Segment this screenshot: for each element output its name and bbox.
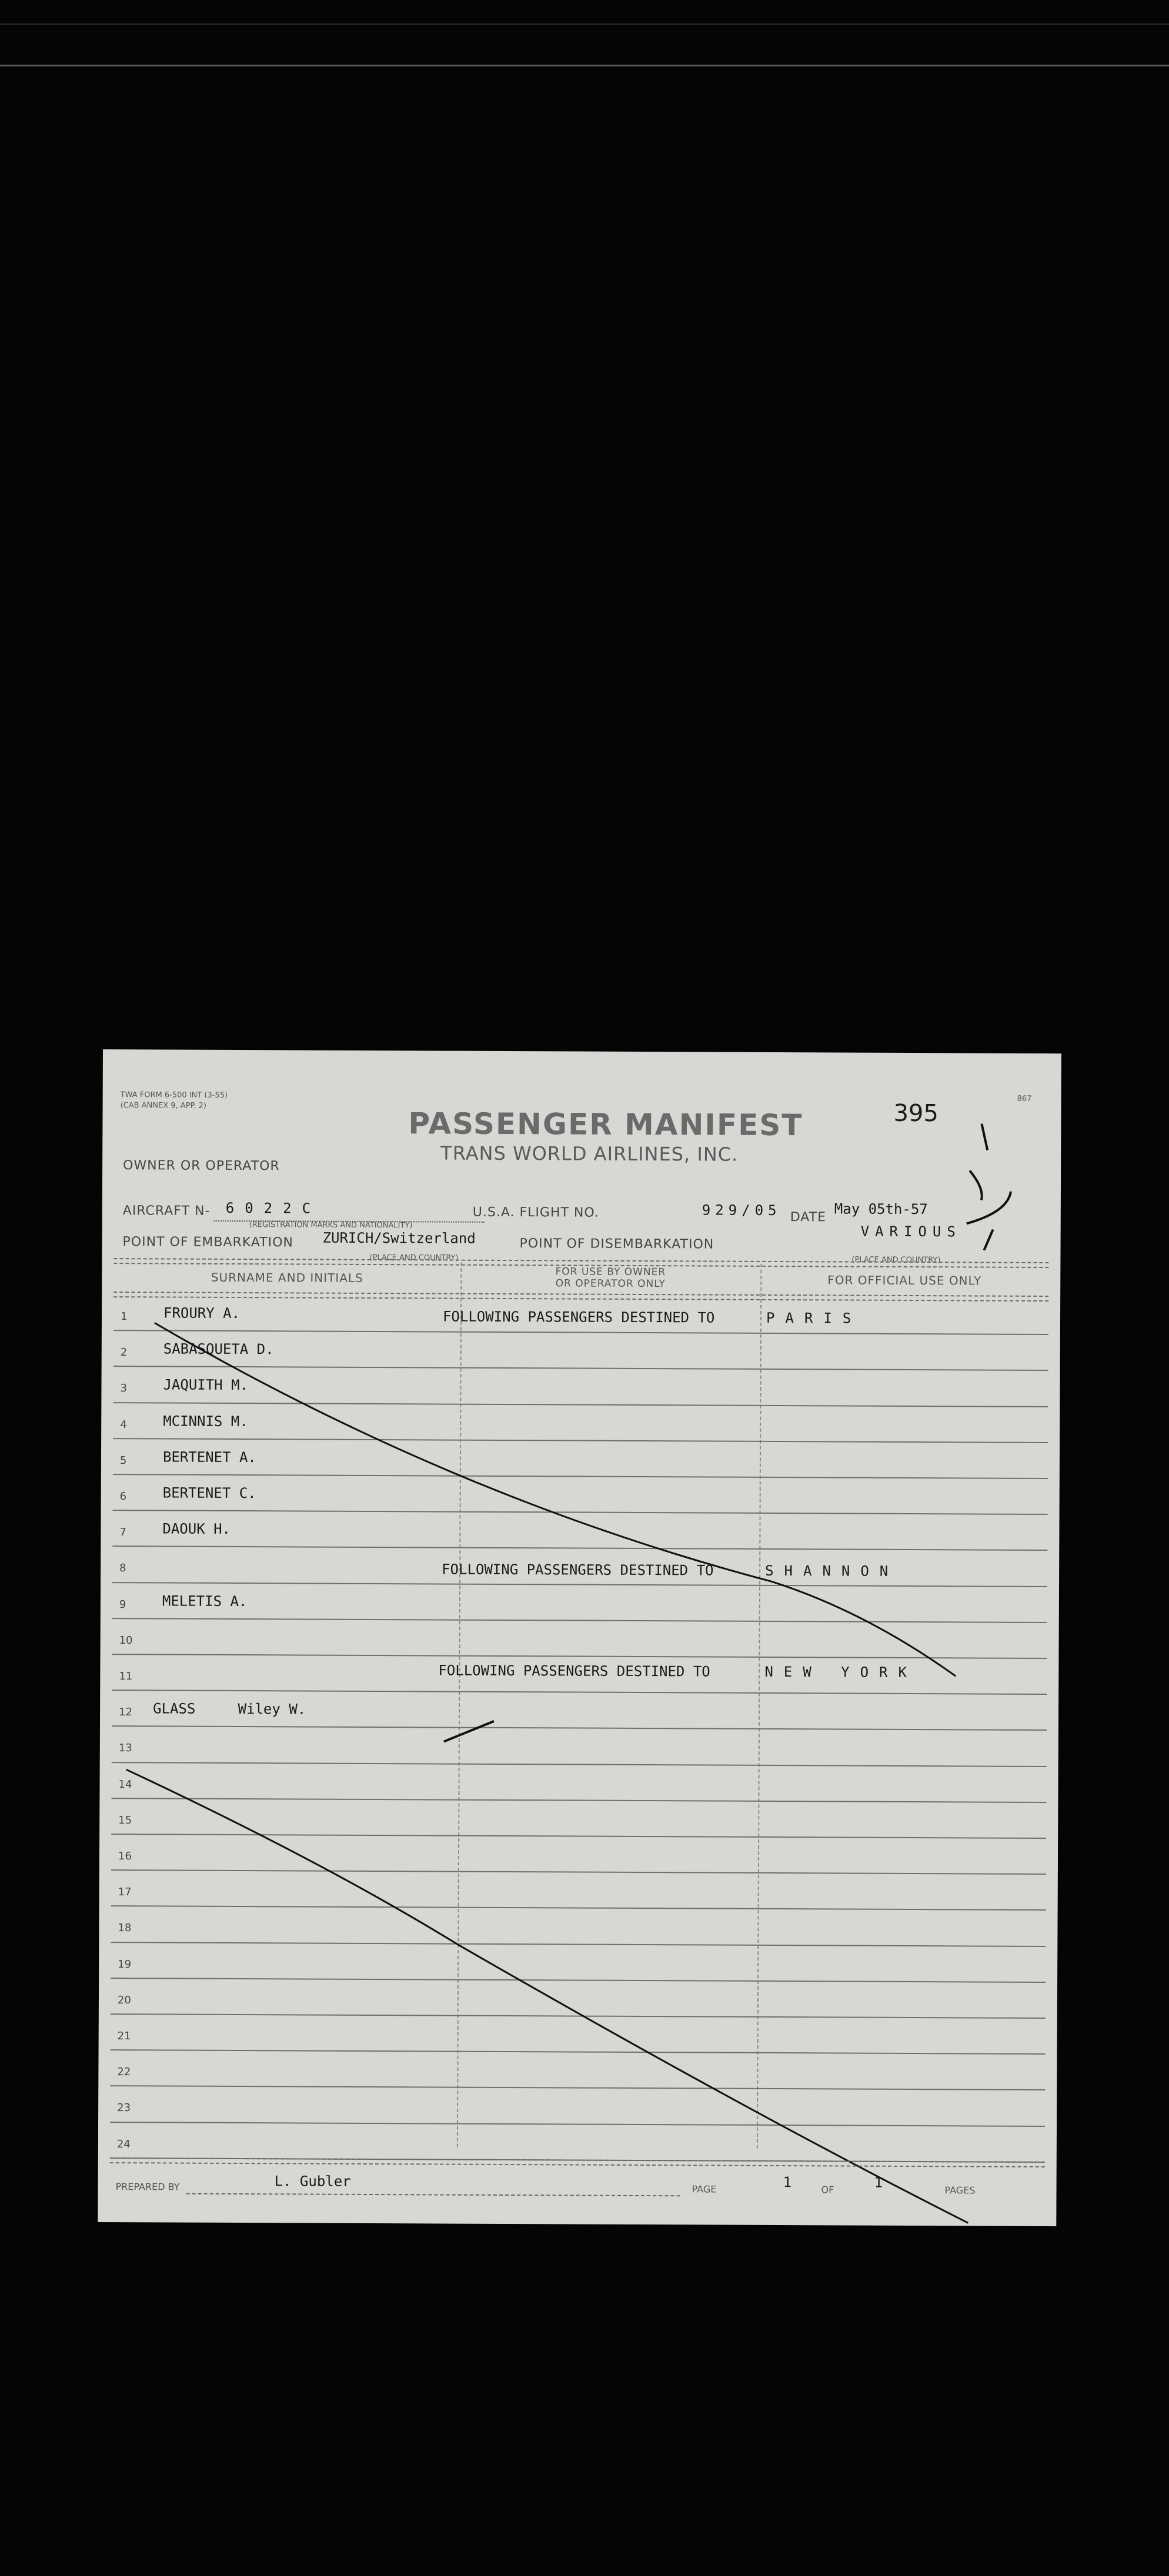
- note-newyork-lead: FOLLOWING PASSENGERS DESTINED TO: [438, 1662, 710, 1680]
- date-label: DATE: [790, 1210, 827, 1225]
- row-number: 16: [118, 1850, 132, 1863]
- row-number: 20: [117, 1993, 131, 2007]
- row-number: 12: [119, 1706, 133, 1719]
- prepared-by-value: L. Gubler: [274, 2173, 351, 2190]
- page-label: PAGE: [692, 2183, 717, 2195]
- column-header-owner-2: OR OPERATOR ONLY: [555, 1277, 666, 1290]
- row-number: 22: [117, 2066, 131, 2079]
- row-number: 7: [119, 1526, 126, 1539]
- aircraft-label: AIRCRAFT N-: [122, 1203, 211, 1219]
- row-number: 9: [119, 1598, 126, 1611]
- row-number: 2: [120, 1346, 128, 1359]
- note-paris-lead: FOLLOWING PASSENGERS DESTINED TO: [442, 1308, 715, 1326]
- row-number: 3: [120, 1382, 127, 1395]
- note-shannon-lead: FOLLOWING PASSENGERS DESTINED TO: [442, 1561, 714, 1579]
- row-number: 23: [117, 2102, 131, 2115]
- row-number: 13: [118, 1742, 132, 1755]
- film-edge-top: [0, 24, 1169, 25]
- aircraft-value: 6022C: [225, 1199, 322, 1217]
- owner-label: OWNER OR OPERATOR: [123, 1158, 280, 1174]
- of-value: 1: [874, 2174, 883, 2191]
- note-paris-dest: PARIS: [766, 1309, 862, 1327]
- pen-strike-lines: [98, 1049, 1061, 2226]
- date-value: May 05th-57: [834, 1200, 928, 1218]
- row-number: 15: [118, 1814, 132, 1827]
- row-number: 5: [119, 1454, 127, 1467]
- row-number: 14: [118, 1778, 132, 1791]
- manifest-sheet: [98, 1049, 1061, 2226]
- page-value: 1: [783, 2174, 792, 2191]
- row-number: 10: [119, 1634, 133, 1647]
- prepared-by-label: PREPARED BY: [115, 2181, 180, 2193]
- embarkation-sublabel: (PLACE AND COUNTRY): [369, 1253, 459, 1263]
- handwritten-page-number: 395: [893, 1099, 938, 1128]
- note-shannon-dest: SHANNON: [765, 1562, 899, 1580]
- passenger-name: BERTENET A.: [162, 1448, 256, 1466]
- note-newyork-dest: NEW YORK: [764, 1663, 918, 1681]
- passenger-name: MELETIS A.: [162, 1593, 248, 1610]
- film-edge-line: [0, 65, 1169, 66]
- disembarkation-value: VARIOUS: [860, 1223, 961, 1240]
- passenger-name: DAOUK H.: [162, 1520, 231, 1538]
- airline-name: TRANS WORLD AIRLINES, INC.: [440, 1142, 739, 1166]
- aircraft-sublabel: (REGISTRATION MARKS AND NATIONALITY): [249, 1220, 413, 1230]
- disembarkation-sublabel: (PLACE AND COUNTRY): [851, 1255, 941, 1265]
- page-title: PASSENGER MANIFEST: [408, 1106, 803, 1143]
- flight-label: U.S.A. FLIGHT NO.: [472, 1205, 599, 1220]
- passenger-name: BERTENET C.: [162, 1484, 256, 1502]
- cab-reference: (CAB ANNEX 9, APP. 2): [120, 1101, 207, 1110]
- passenger-name: MCINNIS M.: [163, 1413, 248, 1430]
- row-number: 17: [118, 1886, 132, 1899]
- row-number: 24: [116, 2137, 131, 2150]
- row-number: 19: [118, 1958, 132, 1971]
- passenger-name: FROURY A.: [163, 1304, 241, 1322]
- row-number: 4: [120, 1418, 127, 1431]
- column-header-official: FOR OFFICIAL USE ONLY: [827, 1273, 982, 1288]
- disembarkation-label: POINT OF DISEMBARKATION: [519, 1236, 714, 1252]
- flight-value: 929/05: [702, 1202, 781, 1219]
- embarkation-label: POINT OF EMBARKATION: [122, 1235, 293, 1250]
- row-number: 6: [119, 1490, 127, 1503]
- row-number: 11: [119, 1670, 133, 1683]
- pages-label: PAGES: [944, 2184, 976, 2196]
- of-label: OF: [821, 2184, 834, 2196]
- row-number: 18: [118, 1922, 132, 1935]
- passenger-name: GLASS Wiley W.: [153, 1700, 306, 1718]
- row-number: 8: [119, 1562, 126, 1575]
- passenger-name: SABASQUETA D.: [163, 1340, 274, 1358]
- row-number: 1: [120, 1310, 128, 1323]
- column-header-name: SURNAME AND INITIALS: [211, 1270, 363, 1285]
- embarkation-value: ZURICH/Switzerland: [322, 1229, 476, 1247]
- form-number: TWA FORM 6-500 INT (3-55): [120, 1090, 228, 1100]
- row-number: 21: [117, 2030, 131, 2043]
- corner-reference: 867: [1017, 1094, 1032, 1103]
- column-header-owner-1: FOR USE BY OWNER: [555, 1266, 666, 1279]
- passenger-name: JAQUITH M.: [163, 1376, 249, 1394]
